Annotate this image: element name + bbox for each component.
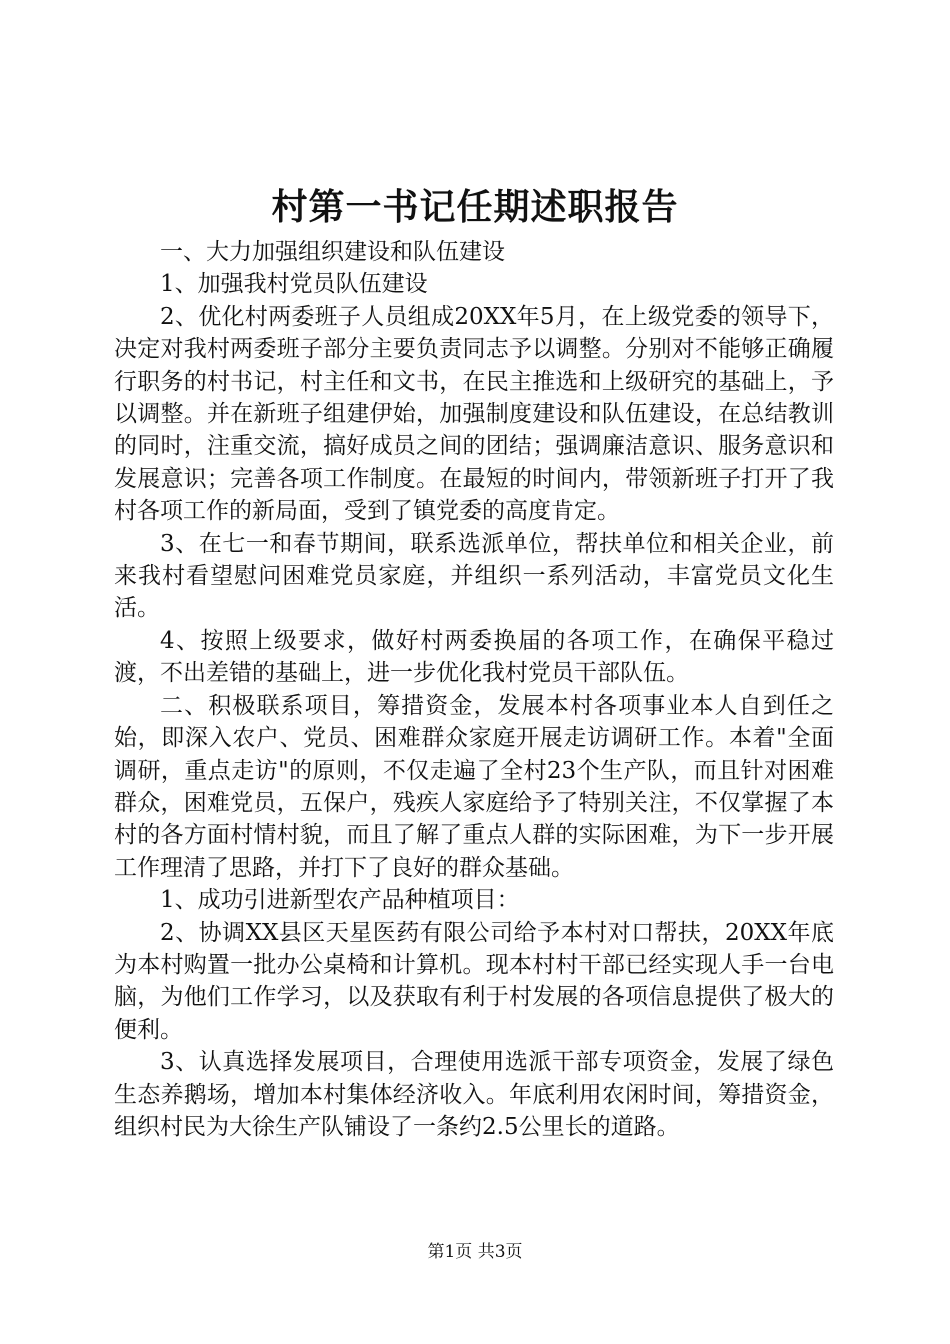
section-heading-1: 一、大力加强组织建设和队伍建设 xyxy=(160,239,505,265)
document-title: 村第一书记任期述职报告 xyxy=(271,186,679,228)
paragraph: 1、成功引进新型农产品种植项目： xyxy=(160,887,520,914)
paragraph: 2、优化村两委班子人员组成20XX年5月，在上级党委的领导下，决定对我村两委班子部分主要负责同志予以调整。分别对不能够正确履行职务的村书记，村主任和文书，在民主推选和上级研究的基础上，予以调整。并在新班子组建伊始，加强制度建设和队伍建设，在总结教训的同时，注重交流，搞好成员之间的团结；强调廉洁意识、服务意识和发展意识；完善各项工作制度。在最短的时间内，带领新班子打开了我村各项工作的新局面，受到了镇党委的高度肯定。 xyxy=(114,303,834,525)
paragraph: 3、在七一和春节期间，联系选派单位，帮扶单位和相关企业，前来我村看望慰问困难党员家庭，并组织一系列活动，丰富党员文化生活。 xyxy=(114,530,834,622)
paragraph: 4、按照上级要求，做好村两委换届的各项工作，在确保平稳过渡，不出差错的基础上，进一步优化我村党员干部队伍。 xyxy=(114,627,834,687)
paragraph: 2、协调XX县区天星医药有限公司给予本村对口帮扶，20XX年底为本村购置一批办公桌椅和计算机。现本村村干部已经实现人手一台电脑，为他们工作学习，以及获取有利于村发展的各项信息提供了极大的便利。 xyxy=(114,919,834,1043)
section-heading-2: 二、积极联系项目，筹措资金，发展本村各项事业本人自到任之始，即深入农户、党员、困难群众家庭开展走访调研工作。本着"全面调研，重点走访"的原则，不仅走遍了全村23个生产队，而且针对困难群众，困难党员，五保户，残疾人家庭给予了特别关注，不仅掌握了本村的各方面村情村貌，而且了解了重点人群的实际困难，为下一步开展工作理清了思路，并打下了良好的群众基础。 xyxy=(114,692,834,881)
paragraph: 1、加强我村党员队伍建设 xyxy=(160,271,428,298)
document-body xyxy=(114,236,834,1143)
page-number-footer: 第1页 共3页 xyxy=(427,1242,523,1262)
paragraph: 3、认真选择发展项目，合理使用选派干部专项资金，发展了绿色生态养鹅场，增加本村集体经济收入。年底利用农闲时间，筹措资金，组织村民为大徐生产队铺设了一条约2.5公里长的道路。 xyxy=(114,1049,834,1140)
